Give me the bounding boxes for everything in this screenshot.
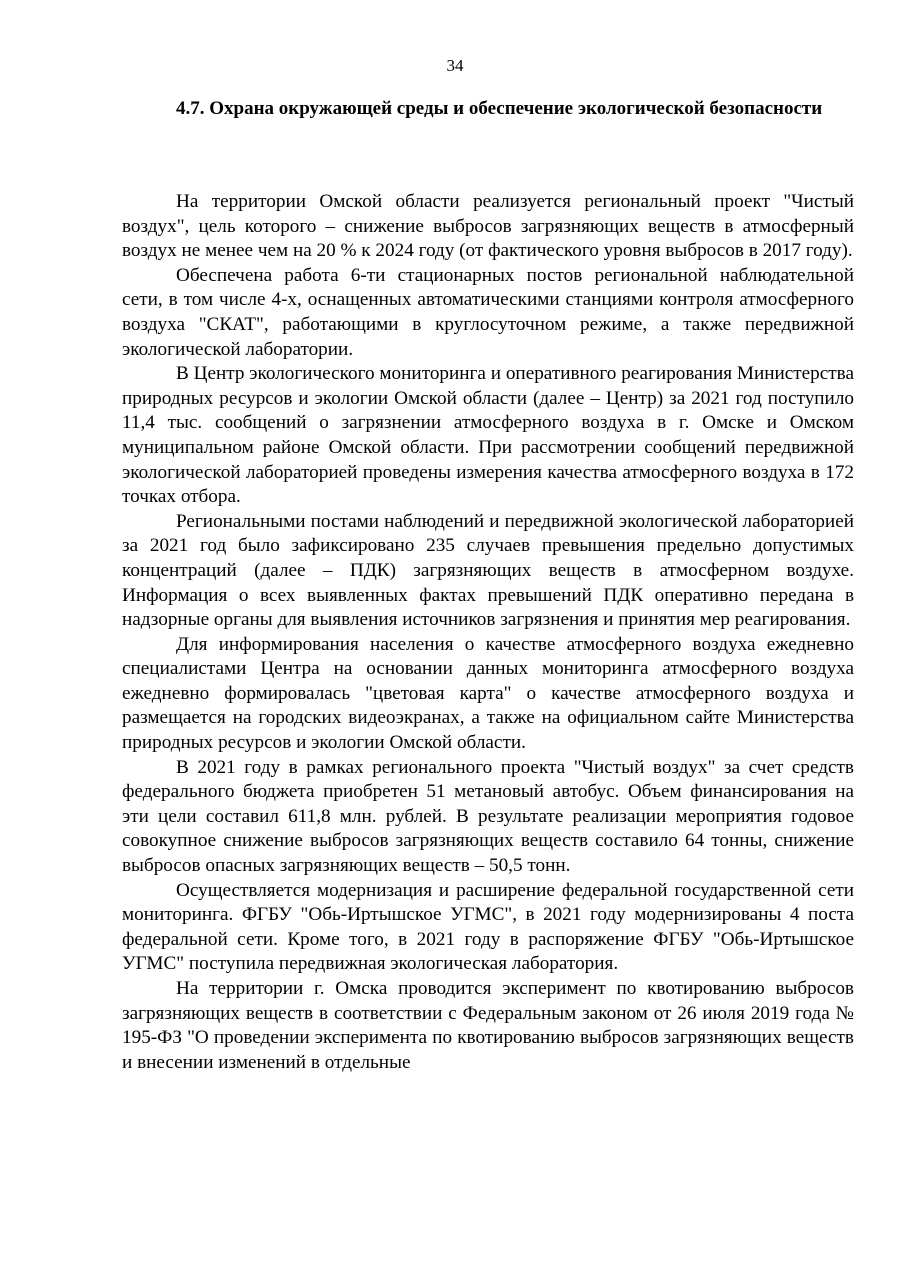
- body-text: [122, 190, 854, 1075]
- paragraph-monitoring-center: В Центр экологического мониторинга и оперативного реагирования Министерства природных ресурсов и экологии Омской области (далее – Центр) за 2021 год поступило 11,4 тыс. сообщений о загрязнении атмосферного воздуха в г. Омске и Омском муниципальном районе Омской области. При рассмотрении сообщений передвижной экологической лабораторией проведены измерения качества атмосферного воздуха в 172 точках отбора.: [122, 363, 854, 508]
- section-heading: 4.7. Охрана окружающей среды и обеспечение экологической безопасности: [176, 98, 823, 119]
- paragraph-color-map: Для информирования населения о качестве атмосферного воздуха ежедневно специалистами Центра на основании данных мониторинга атмосферного воздуха ежедневно формировалась "цветовая карта" о качестве атмосферного воздуха и размещается на городских видеоэкранах, а также на официальном сайте Министерства природных ресурсов и экологии Омской области.: [122, 633, 854, 754]
- paragraph-network-modernization: Осуществляется модернизация и расширение федеральной государственной сети мониторинга. ФГБУ "Обь-Иртышское УГМС", в 2021 году модернизированы 4 поста федеральной сети. Кроме того, в 2021 году в распоряжение ФГБУ "Обь-Иртышское УГМС" поступила передвижная экологическая лаборатория.: [122, 879, 854, 975]
- page-number: 34: [446, 56, 464, 75]
- paragraph-pdk-exceedances: Региональными постами наблюдений и передвижной экологической лабораторией за 2021 год было зафиксировано 235 случаев превышения предельно допустимых концентраций (далее – ПДК) загрязняющих веществ в атмосферном воздухе. Информация о всех выявленных фактах превышений ПДК оперативно передана в надзорные органы для выявления источников загрязнения и принятия мер реагирования.: [122, 510, 854, 631]
- paragraph-quota-experiment: На территории г. Омска проводится эксперимент по квотированию выбросов загрязняющих веществ в соответствии с Федеральным законом от 26 июля 2019 года № 195-ФЗ "О проведении эксперимента по квотированию выбросов загрязняющих веществ и внесении изменений в отдельные: [122, 978, 854, 1073]
- paragraph-methane-buses: В 2021 году в рамках регионального проекта "Чистый воздух" за счет средств федерального бюджета приобретен 51 метановый автобус. Объем финансирования на эти цели составил 611,8 млн. рублей. В результате реализации мероприятия годовое совокупное снижение выбросов загрязняющих веществ составило 64 тонны, снижение выбросов опасных загрязняющих веществ – 50,5 тонн.: [122, 756, 854, 877]
- paragraph-clean-air-project: На территории Омской области реализуется региональный проект "Чистый воздух", цель которого – снижение выбросов загрязняющих веществ в атмосферный воздух не менее чем на 20 % к 2024 году (от фактического уровня выбросов в 2017 году).: [122, 191, 854, 262]
- paragraph-monitoring-posts: Обеспечена работа 6-ти стационарных постов региональной наблюдательной сети, в том числе 4-х, оснащенных автоматическими станциями контроля атмосферного воздуха "СКАТ", работающими в круглосуточном режиме, а также передвижной экологической лаборатории.: [122, 264, 854, 360]
